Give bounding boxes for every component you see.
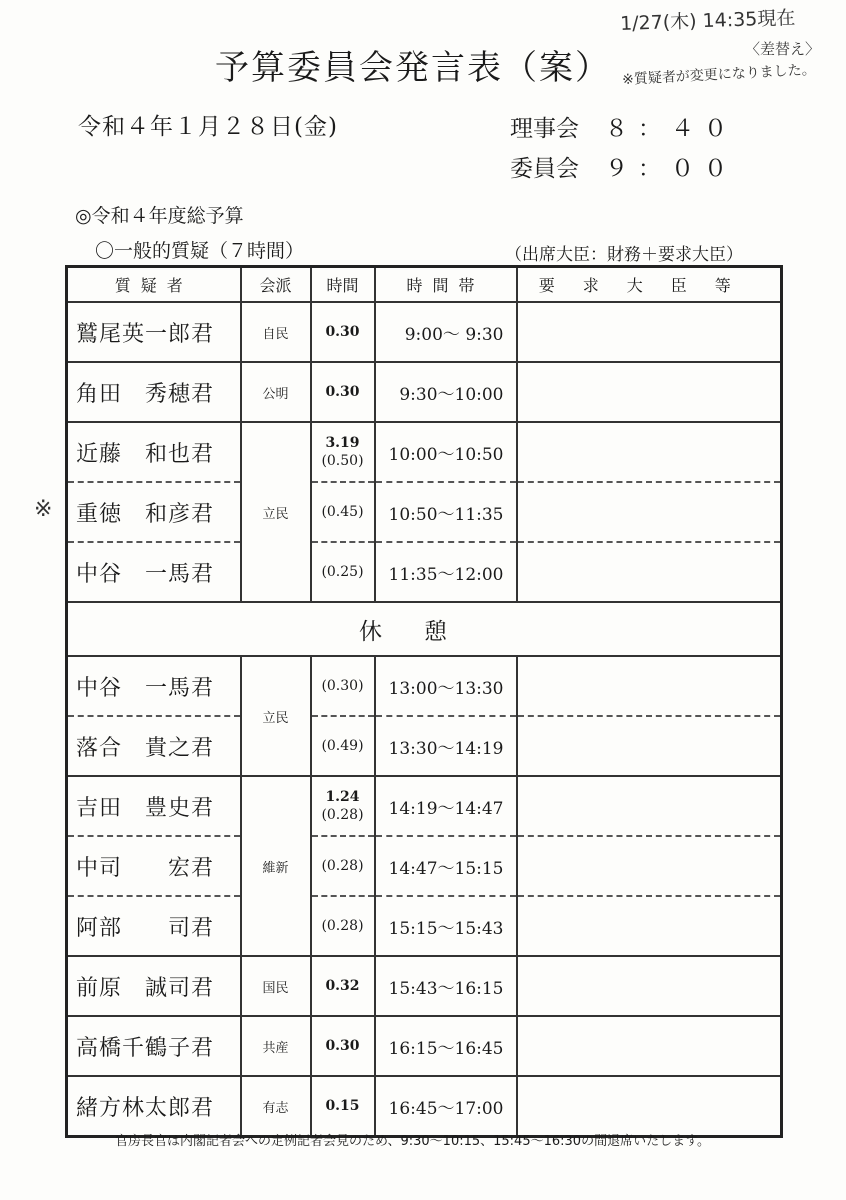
ministers-cell bbox=[517, 482, 782, 542]
page-title: 予算委員会発言表（案） bbox=[215, 48, 611, 88]
faction-cell: 維新 bbox=[241, 776, 311, 956]
time-slot-cell: 10:50～11:35 bbox=[375, 482, 517, 542]
time-slot-cell: 11:35～12:00 bbox=[375, 542, 517, 602]
time-slot-cell: 13:30～14:19 bbox=[375, 716, 517, 776]
time-slot-cell: 14:47～15:15 bbox=[375, 836, 517, 896]
time-slot-cell: 15:43～16:15 bbox=[375, 956, 517, 1016]
table-row bbox=[67, 302, 782, 362]
question-type: 〇一般的質疑（７時間） bbox=[95, 240, 305, 262]
time-slot-cell: 9:30～10:00 bbox=[375, 362, 517, 422]
faction-cell: 共産 bbox=[241, 1016, 311, 1076]
header-ministers: 要求大臣等 bbox=[517, 267, 782, 303]
duration-cell: 0.32 bbox=[311, 956, 375, 1016]
questioner-name: 吉田 豊史君 bbox=[67, 776, 241, 836]
break-label: 休憩 bbox=[67, 602, 782, 656]
time-slot-cell: 14:19～14:47 bbox=[375, 776, 517, 836]
questioner-name: 中司 宏君 bbox=[67, 836, 241, 896]
duration-cell: 0.15 bbox=[311, 1076, 375, 1137]
header-faction: 会派 bbox=[241, 267, 311, 303]
time-slot-cell: 16:45～17:00 bbox=[375, 1076, 517, 1137]
table-row bbox=[67, 422, 782, 482]
handwritten-replacement-label: 〈差替え〉 bbox=[745, 40, 821, 58]
duration-cell bbox=[311, 656, 375, 716]
duration-cell: 0.30 bbox=[311, 302, 375, 362]
faction-cell: 立民 bbox=[241, 656, 311, 776]
faction-cell: 公明 bbox=[241, 362, 311, 422]
schedule-label: 委員会 bbox=[510, 156, 579, 182]
schedule-label: 理事会 bbox=[510, 116, 579, 142]
duration-cell bbox=[311, 716, 375, 776]
faction-cell: 国民 bbox=[241, 956, 311, 1016]
meeting-date: 令和４年１月２８日(金) bbox=[78, 114, 338, 140]
schedule-board-meeting bbox=[510, 110, 737, 143]
questioner-name: 近藤 和也君 bbox=[67, 422, 241, 482]
questioner-name: 前原 誠司君 bbox=[67, 956, 241, 1016]
table-row bbox=[67, 656, 782, 716]
duration-cell: 0.30 bbox=[311, 1016, 375, 1076]
duration-total: 1.24 bbox=[325, 789, 360, 805]
ministers-cell bbox=[517, 542, 782, 602]
ministers-cell bbox=[517, 1076, 782, 1137]
questioner-name: 中谷 一馬君 bbox=[67, 542, 241, 602]
faction-cell: 立民 bbox=[241, 422, 311, 602]
handwritten-date-time: 1/27(木) 14:35現在 bbox=[619, 6, 796, 36]
duration-cell bbox=[311, 896, 375, 956]
handwritten-change-note: ※質疑者が変更になりました。 bbox=[621, 61, 817, 89]
questioner-name: 高橋千鶴子君 bbox=[67, 1016, 241, 1076]
questioner-name: 緒方林太郎君 bbox=[67, 1076, 241, 1137]
duration-cell bbox=[311, 836, 375, 896]
break-row bbox=[67, 602, 782, 656]
time-slot-cell: 10:00～10:50 bbox=[375, 422, 517, 482]
schedule-committee bbox=[510, 150, 737, 183]
duration-total: 3.19 bbox=[325, 435, 360, 451]
table-row bbox=[67, 896, 782, 956]
header-questioner: 質疑者 bbox=[67, 267, 241, 303]
duration-individual: (0.50) bbox=[321, 453, 364, 469]
questioner-name: 中谷 一馬君 bbox=[67, 656, 241, 716]
table-row bbox=[67, 836, 782, 896]
ministers-cell bbox=[517, 302, 782, 362]
ministers-cell bbox=[517, 1016, 782, 1076]
header-duration: 時間 bbox=[311, 267, 375, 303]
table-row bbox=[67, 776, 782, 836]
ministers-cell bbox=[517, 656, 782, 716]
duration-individual: (0.28) bbox=[321, 858, 364, 874]
time-slot-cell: 16:15～16:45 bbox=[375, 1016, 517, 1076]
questioner-name: 阿部 司君 bbox=[67, 896, 241, 956]
ministers-cell bbox=[517, 422, 782, 482]
faction-cell: 自民 bbox=[241, 302, 311, 362]
duration-cell bbox=[311, 422, 375, 482]
ministers-cell bbox=[517, 836, 782, 896]
questioner-name: 角田 秀穂君 bbox=[67, 362, 241, 422]
questioner-name: 落合 貴之君 bbox=[67, 716, 241, 776]
table-row bbox=[67, 482, 782, 542]
duration-cell bbox=[311, 776, 375, 836]
duration-cell: 0.30 bbox=[311, 362, 375, 422]
duration-individual: (0.25) bbox=[321, 564, 364, 580]
handwritten-row-mark: ※ bbox=[34, 497, 53, 522]
speaker-table bbox=[65, 265, 783, 1138]
schedule-time: ９：００ bbox=[605, 156, 737, 182]
duration-individual: (0.30) bbox=[321, 678, 364, 694]
time-slot-cell: 13:00～13:30 bbox=[375, 656, 517, 716]
ministers-cell bbox=[517, 362, 782, 422]
table-row bbox=[67, 1016, 782, 1076]
questioner-name: 鷲尾英一郎君 bbox=[67, 302, 241, 362]
table-row bbox=[67, 956, 782, 1016]
table-row bbox=[67, 1076, 782, 1137]
duration-individual: (0.28) bbox=[321, 807, 364, 823]
footnote: 官房長官は内閣記者会への定例記者会見のため、9:30～10:15、15:45～16:30の間退席いたします。 bbox=[115, 1134, 711, 1149]
ministers-cell bbox=[517, 896, 782, 956]
budget-label: ◎令和４年度総予算 bbox=[75, 205, 244, 227]
duration-cell bbox=[311, 542, 375, 602]
table-row bbox=[67, 542, 782, 602]
ministers-cell bbox=[517, 716, 782, 776]
questioner-name: 重徳 和彦君 bbox=[67, 482, 241, 542]
table-row bbox=[67, 716, 782, 776]
time-slot-cell: 15:15～15:43 bbox=[375, 896, 517, 956]
duration-individual: (0.45) bbox=[321, 504, 364, 520]
table-row bbox=[67, 362, 782, 422]
ministers-cell bbox=[517, 956, 782, 1016]
duration-cell bbox=[311, 482, 375, 542]
time-slot-cell: 9:00～ 9:30 bbox=[375, 302, 517, 362]
attendance-note: （出席大臣：財務＋要求大臣） bbox=[505, 245, 743, 265]
duration-individual: (0.49) bbox=[321, 738, 364, 754]
ministers-cell bbox=[517, 776, 782, 836]
header-time-slot: 時間帯 bbox=[375, 267, 517, 303]
faction-cell: 有志 bbox=[241, 1076, 311, 1137]
schedule-time: ８：４０ bbox=[605, 116, 737, 142]
duration-individual: (0.28) bbox=[321, 918, 364, 934]
